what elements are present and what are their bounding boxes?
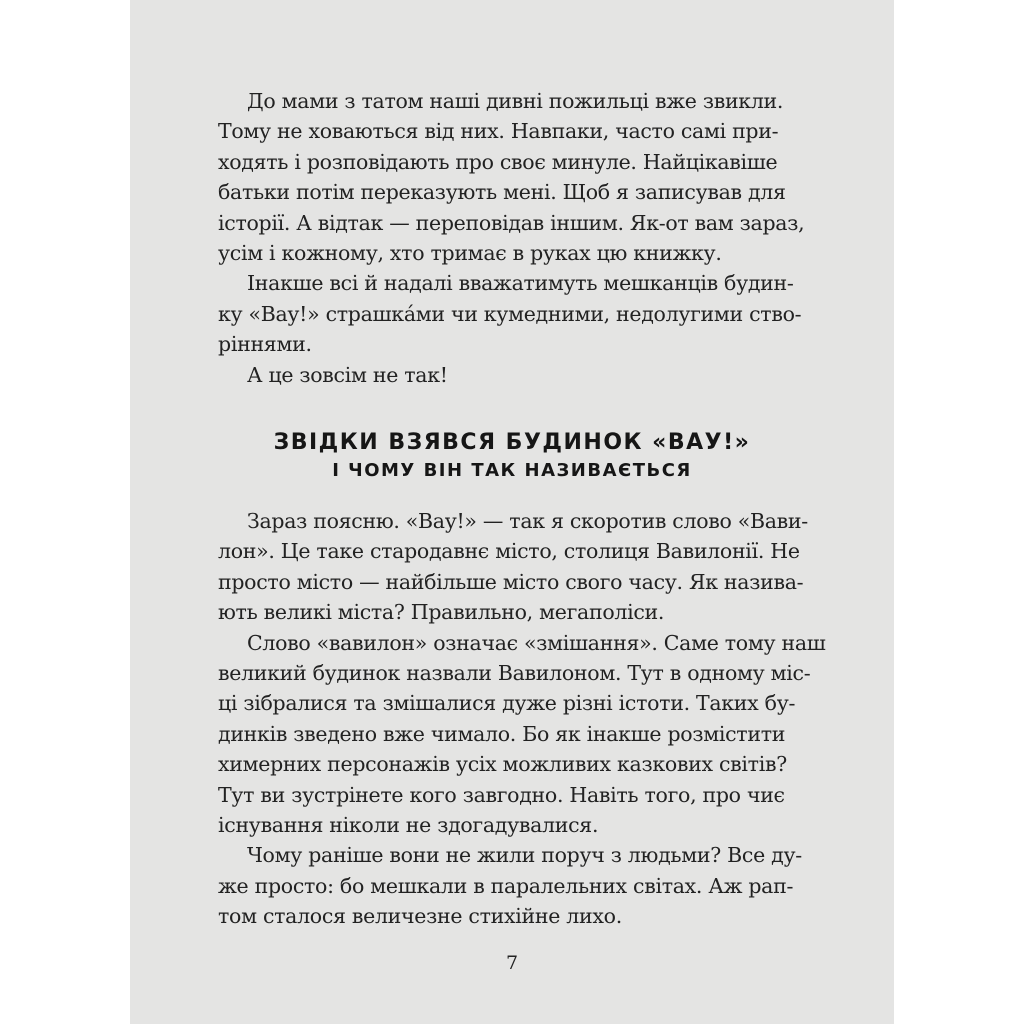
page-number: 7	[505, 952, 519, 974]
text-line: ку «Вау!» страшкáми чи кумедними, недолугими ство-	[218, 301, 802, 326]
text-line: динків зведено вже чимало. Бо як інакше розмістити	[218, 721, 786, 746]
text-line: Зараз поясню. «Вау!» — так я скоротив слово «Вави-	[247, 509, 808, 533]
text-line: ходять і розповідають про своє минуле. Найцікавіше	[218, 149, 778, 174]
heading-line-1: ЗВІДКИ ВЗЯВСЯ БУДИНОК «ВАУ!»	[273, 430, 751, 455]
text-line: том сталося величезне стихійне лихо.	[218, 904, 622, 929]
text-line: А це зовсім не так!	[247, 362, 448, 387]
text-line: існування ніколи не здогадувалися.	[218, 813, 599, 838]
text-line: великий будинок назвали Вавилоном. Тут в одному міс-	[218, 661, 811, 686]
text-line: Чому раніше вони не жили поруч з людьми? Все ду-	[247, 843, 802, 868]
heading-line-2: І ЧОМУ ВІН ТАК НАЗИВАЄТЬСЯ	[332, 460, 692, 481]
text-line: батьки потім переказують мені. Щоб я записував для	[218, 180, 786, 205]
text-line: ріннями.	[218, 332, 312, 357]
text-line: ці зібралися та змішалися дуже різні істоти. Таких бу-	[218, 691, 796, 716]
text-line: До мами з татом наші дивні пожильці вже звикли.	[247, 89, 784, 113]
book-page	[130, 0, 894, 1024]
text-line: ють великі міста? Правильно, мегаполіси.	[218, 600, 665, 625]
text-line: просто місто — найбільше місто свого часу. Як назива-	[218, 569, 804, 594]
text-line: Слово «вавилон» означає «змішання». Саме тому наш	[247, 630, 826, 655]
section-heading	[130, 428, 894, 484]
text-line: лон». Це таке стародавнє місто, столиця Вавилонії. Не	[218, 539, 800, 564]
text-line: химерних персонажів усіх можливих казкових світів?	[218, 752, 787, 777]
text-line: Інакше всі й надалі вважатимуть мешканців будин-	[247, 271, 794, 296]
text-line: історії. А відтак — переповідав іншим. Як-от вам зараз,	[218, 210, 805, 235]
paragraph-section-2	[218, 506, 826, 932]
paragraph-section-1	[218, 86, 818, 390]
text-line: Тому не ховаються від них. Навпаки, часто самі при-	[218, 119, 779, 144]
text-line: Тут ви зустрінете кого завгодно. Навіть того, про чиє	[218, 782, 785, 807]
text-line: же просто: бо мешкали в паралельних світах. Аж рап-	[218, 873, 794, 898]
text-line: усім і кожному, хто тримає в руках цю книжку.	[218, 241, 722, 266]
